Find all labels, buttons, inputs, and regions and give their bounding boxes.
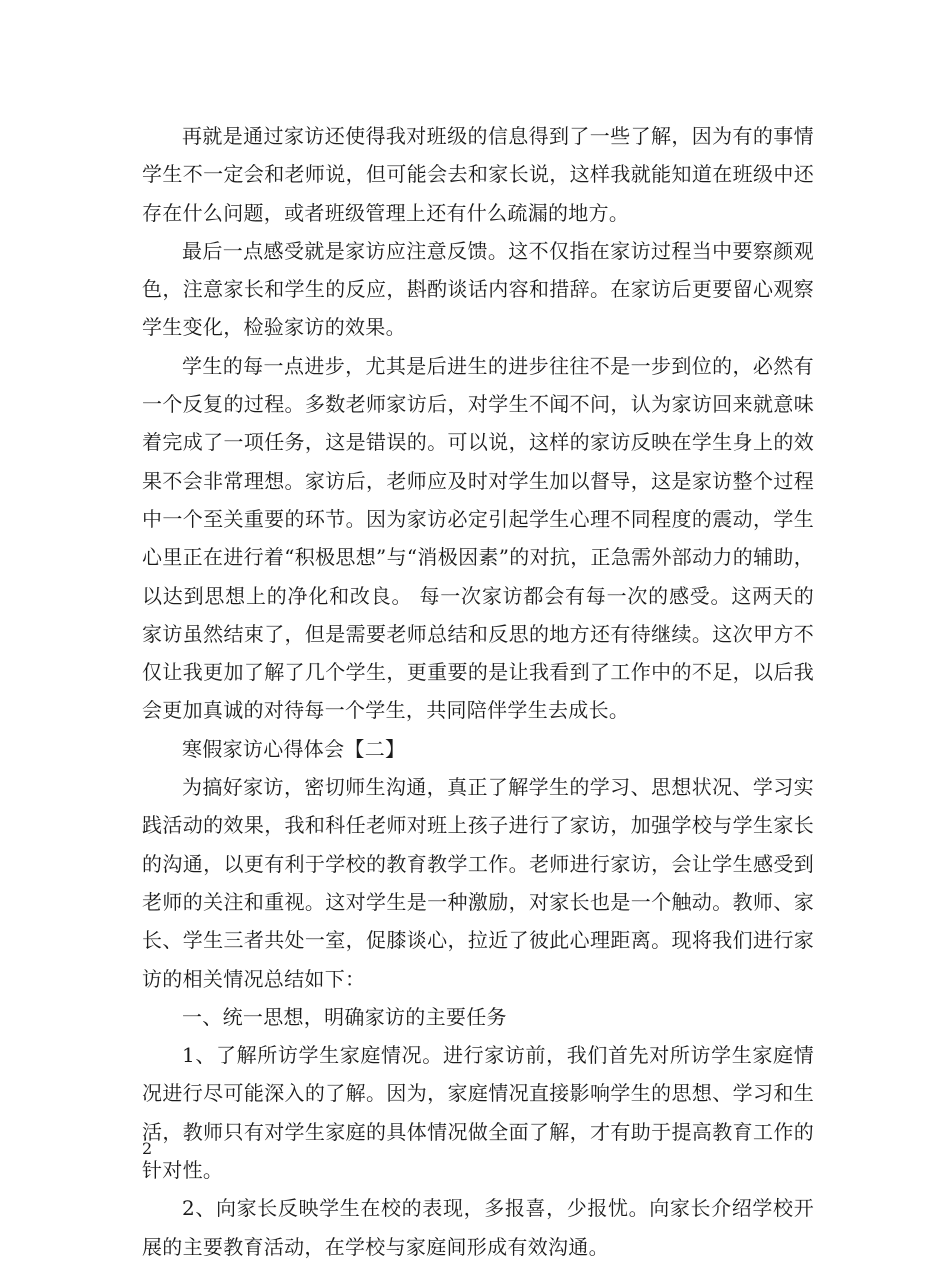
paragraph: 学生的每一点进步，尤其是后进生的进步往往不是一步到位的，必然有一个反复的过程。多数老师家访后，对学生不闻不问，认为家访回来就意味着完成了一项任务，这是错误的。可以说，这样的家访反映在学生身上的效果不会非常理想。家访后，老师应及时对学生加以督导，这是家访整个过程中一个至关重要的环节。因为家访必定引起学生心理不同程度的震动，学生心里正在进行着“积极思想”与“消极因素”的对抗，正急需外部动力的辅助，以达到思想上的净化和改良。 每一次家访都会有每一次的感受。这两天的家访虽然结束了，但是需要老师总结和反思的地方还有待继续。这次甲方不仅让我更加了解了几个学生，更重要的是让我看到了工作中的不足，以后我会更加真诚的对待每一个学生，共同陪伴学生去成长。 [142, 353, 814, 723]
subsection-heading: 一、统一思想，明确家访的主要任务 [182, 1004, 507, 1029]
document-body [142, 117, 814, 1266]
paragraph: 再就是通过家访还使得我对班级的信息得到了一些了解，因为有的事情学生不一定会和老师说，但可能会去和家长说，这样我就能知道在班级中还存在什么问题，或者班级管理上还有什么疏漏的地方。 [142, 124, 814, 225]
list-item: 1、了解所访学生家庭情况。进行家访前，我们首先对所访学生家庭情况进行尽可能深入的了解。因为，家庭情况直接影响学生的思想、学习和生活，教师只有对学生家庭的具体情况做全面了解，才有助于提高教育工作的针对性。 [142, 1043, 814, 1183]
list-item: 2、向家长反映学生在校的表现，多报喜，少报忧。向家长介绍学校开展的主要教育活动，在学校与家庭间形成有效沟通。 [142, 1196, 814, 1259]
paragraph: 最后一点感受就是家访应注意反馈。这不仅指在家访过程当中要察颜观色，注意家长和学生的反应，斟酌谈话内容和措辞。在家访后更要留心观察学生变化，检验家访的效果。 [142, 238, 814, 340]
paragraph: 为搞好家访，密切师生沟通，真正了解学生的学习、思想状况、学习实践活动的效果，我和科任老师对班上孩子进行了家访，加强学校与学生家长的沟通，以更有利于学校的教育教学工作。老师进行家访，会让学生感受到老师的关注和重视。这对学生是一种激励，对家长也是一个触动。教师、家长、学生三者共处一室，促膝谈心，拉近了彼此心理距离。现将我们进行家访的相关情况总结如下： [142, 775, 814, 991]
page-number: 2 [142, 1139, 153, 1158]
section-heading: 寒假家访心得体会【二】 [182, 736, 406, 761]
